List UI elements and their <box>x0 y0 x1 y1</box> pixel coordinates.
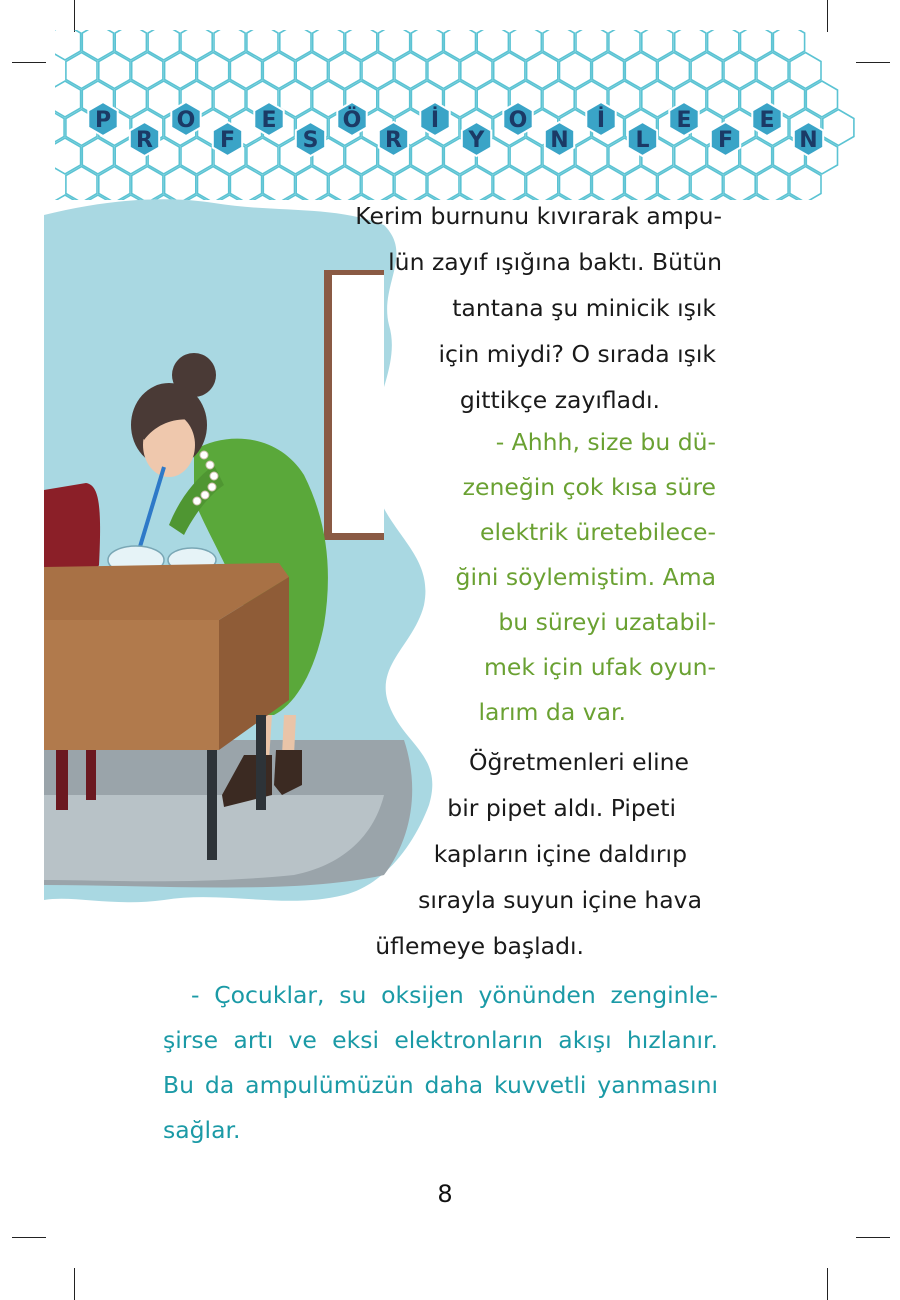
crop-mark <box>827 1268 828 1300</box>
hexagon-cell <box>379 81 410 117</box>
hexagon-cell <box>642 81 673 117</box>
hexagon-cell <box>543 81 574 117</box>
narration-line: bir pipet aldı. Pipeti <box>447 794 676 822</box>
series-title <box>88 102 823 156</box>
title-letter-tile <box>586 102 615 136</box>
narration-block-1 <box>322 194 722 424</box>
title-letter: R <box>136 128 153 153</box>
title-letter-tile <box>296 122 325 156</box>
title-letter: N <box>550 128 569 153</box>
narration-line: tantana şu minicik ışık <box>452 294 716 322</box>
hexagon-cell <box>214 81 245 117</box>
title-letter-tile <box>462 122 491 156</box>
crop-mark <box>74 0 75 32</box>
teacher-line: larım da var. <box>478 698 626 726</box>
hexagon-cell <box>461 53 492 89</box>
children-line: Bu da ampulümüzün daha kuvvetli yanmasını <box>163 1071 718 1099</box>
hexagon-cell <box>576 138 607 174</box>
crop-mark <box>74 1268 75 1300</box>
title-letter: P <box>94 108 112 133</box>
hexagon-cell <box>66 53 97 89</box>
hexagon-cell <box>757 53 788 89</box>
hexagon-cell <box>790 53 821 89</box>
hexagon-cell <box>329 53 360 89</box>
hexagon-cell <box>823 110 854 146</box>
title-letter-tile <box>503 102 532 136</box>
teacher-line: elektrik üretebilece- <box>480 518 716 546</box>
title-letter: İ <box>596 108 606 133</box>
narration-block-2 <box>302 740 702 970</box>
title-letter-tile <box>711 122 740 156</box>
title-letter-tile <box>545 122 574 156</box>
hexagon-cell <box>82 138 113 174</box>
hexagon-cell <box>263 53 294 89</box>
page-number: 8 <box>437 1180 453 1208</box>
hexagon-cell <box>198 53 229 89</box>
children-line: şirse artı ve eksi elektronların akışı hızlanır. <box>163 1026 718 1054</box>
hexagon-cell <box>230 53 261 89</box>
desk-leg <box>207 750 217 860</box>
title-letter-tile <box>171 102 200 136</box>
desk-leg <box>256 715 266 810</box>
teacher-line: ğini söylemiştim. Ama <box>455 563 716 591</box>
hexagon-cell <box>165 53 196 89</box>
teacher-line: bu süreyi uzatabil- <box>498 608 716 636</box>
title-letter: Y <box>468 128 485 153</box>
hexagon-cell <box>132 53 163 89</box>
title-letter-tile <box>752 102 781 136</box>
desk-side <box>44 620 219 750</box>
teacher-leg <box>282 715 296 755</box>
hexagon-cell <box>806 81 837 117</box>
hexagon-cell <box>362 53 393 89</box>
hexagon-cell <box>247 138 278 174</box>
title-letter: O <box>508 108 528 133</box>
hexagon-cell <box>428 53 459 89</box>
title-letter-tile <box>420 102 449 136</box>
hexagon-cell <box>99 53 130 89</box>
hexagon-cell <box>560 53 591 89</box>
narration-line: Öğretmenleri eline <box>469 748 689 776</box>
teacher-speech <box>316 420 716 740</box>
children-line: - Çocuklar, su oksijen yönünden zenginle- <box>191 981 718 1009</box>
narration-line: Kerim burnunu kıvırarak ampu- <box>355 202 722 230</box>
title-letter: E <box>676 108 692 133</box>
title-letter: E <box>261 108 277 133</box>
crop-mark <box>827 0 828 32</box>
hexagon-cell <box>675 138 706 174</box>
title-letter-tile <box>213 122 242 156</box>
chair <box>44 483 100 575</box>
narration-line: sırayla suyun içine hava <box>418 886 702 914</box>
hexagon-cell <box>181 138 212 174</box>
narration-line: için miydi? O sırada ışık <box>438 340 716 368</box>
crop-mark <box>856 1237 890 1238</box>
teacher-line: zeneğin çok kısa süre <box>462 473 716 501</box>
hexagon-cell <box>658 53 689 89</box>
title-letter-tile <box>379 122 408 156</box>
crop-mark <box>856 62 890 63</box>
hexagon-cell <box>411 138 442 174</box>
title-letter-tile <box>88 102 117 136</box>
title-letter: R <box>385 128 402 153</box>
narration-line: lün zayıf ışığına baktı. Bütün <box>388 248 722 276</box>
hexagon-cell <box>494 53 525 89</box>
hexagon-cell <box>296 53 327 89</box>
title-letter: L <box>635 128 650 153</box>
children-line: sağlar. <box>163 1116 241 1144</box>
title-letter: F <box>717 128 734 153</box>
title-letter: E <box>759 108 775 133</box>
hexagon-cell <box>346 138 377 174</box>
narration-line: üflemeye başladı. <box>375 932 584 960</box>
hexagon-cell <box>592 53 623 89</box>
title-letter: F <box>219 128 236 153</box>
title-letter-tile <box>254 102 283 136</box>
title-letter-tile <box>628 122 657 156</box>
crop-mark <box>12 1237 46 1238</box>
hexagon-cell <box>395 53 426 89</box>
hexagon-cell <box>691 53 722 89</box>
hexagon-cell <box>115 81 146 117</box>
title-letter: N <box>799 128 818 153</box>
hexagon-cell <box>708 81 739 117</box>
crop-mark <box>12 62 46 63</box>
title-letter: S <box>302 128 319 153</box>
narration-line: gittikçe zayıfladı. <box>459 386 660 414</box>
title-letter-tile <box>337 102 366 136</box>
series-title-banner <box>55 30 860 200</box>
title-letter-tile <box>794 122 823 156</box>
title-letter-tile <box>669 102 698 136</box>
teacher-line: - Ahhh, size bu dü- <box>495 428 716 456</box>
hexagon-cell <box>724 53 755 89</box>
hexagon-cell <box>527 53 558 89</box>
teacher-line: mek için ufak oyun- <box>484 653 716 681</box>
title-letter: O <box>176 108 196 133</box>
children-speech <box>163 973 718 1158</box>
hexagon-cell <box>625 53 656 89</box>
hexagon-cell <box>741 138 772 174</box>
title-letter: İ <box>430 108 440 133</box>
title-letter-tile <box>130 122 159 156</box>
narration-line: kapların içine daldırıp <box>433 840 687 868</box>
hexagon-cell <box>510 138 541 174</box>
title-letter: Ö <box>342 108 362 133</box>
